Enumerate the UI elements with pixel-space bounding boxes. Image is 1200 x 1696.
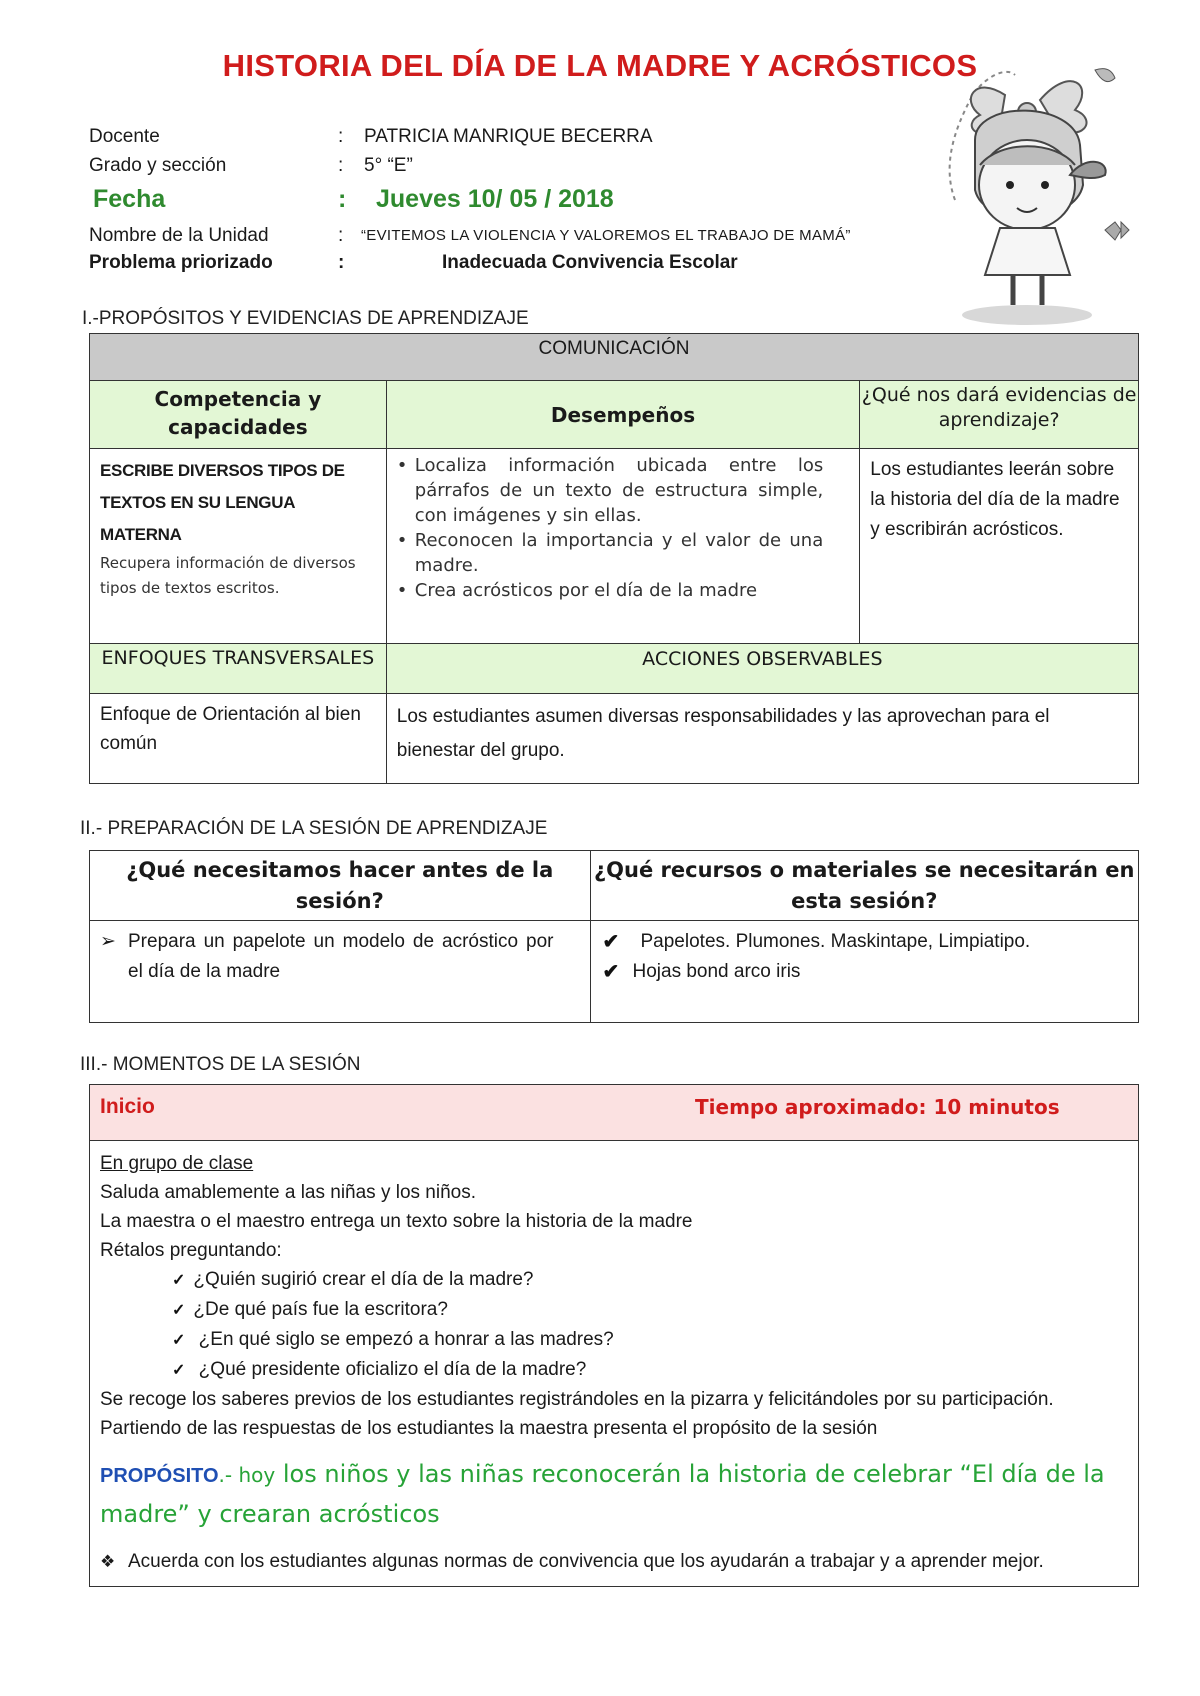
- section2-heading: II.- PREPARACIÓN DE LA SESIÓN DE APRENDIZAJE: [80, 818, 548, 839]
- col-evidencias-text: ¿Qué nos dará evidencias de aprendizaje?: [861, 384, 1137, 431]
- unidad-colon: :: [338, 225, 344, 246]
- page-title: HISTORIA DEL DÍA DE LA MADRE Y ACRÓSTICOS: [222, 48, 978, 83]
- question-text: ¿De qué país fue la escritora?: [193, 1299, 448, 1320]
- antes-cell: [90, 921, 591, 1023]
- preparacion-table: [89, 850, 1139, 1023]
- desempeno-text: Localiza información ubicada entre los párrafos de un texto de estructura simple, con imágenes y sin ellas.: [414, 455, 824, 526]
- problema-value: Inadecuada Convivencia Escolar: [442, 252, 738, 273]
- grado-colon: :: [338, 155, 344, 176]
- inicio-body: [90, 1141, 1139, 1587]
- problema-label: Problema priorizado: [89, 252, 273, 273]
- grupo-label: En grupo de clase: [100, 1153, 254, 1174]
- question-item: [100, 1295, 1128, 1325]
- grado-value: 5° “E”: [364, 155, 413, 176]
- col-evidencias: [860, 381, 1139, 449]
- unidad-label: Nombre de la Unidad: [89, 225, 269, 246]
- inicio-line: La maestra o el maestro entrega un texto sobre la historia de la madre: [100, 1211, 693, 1232]
- check-icon: ✓: [172, 1332, 186, 1349]
- antes-text: Prepara un papelote un modelo de acróstico por el día de la madre: [128, 931, 554, 982]
- arrow-bullet-icon: ➢: [100, 931, 116, 952]
- docente-value: PATRICIA MANRIQUE BECERRA: [364, 126, 653, 147]
- col-competencia: Competencia y capacidades: [90, 381, 387, 449]
- bullet-icon: •: [396, 580, 408, 601]
- check-icon: ✔: [602, 931, 620, 953]
- col-acciones: ACCIONES OBSERVABLES: [386, 644, 1138, 694]
- check-icon: ✓: [172, 1302, 186, 1319]
- desempeno-item: [397, 453, 823, 528]
- desempeno-item: [397, 578, 823, 603]
- recurso-text: Papelotes. Plumones. Maskintape, Limpiatipo.: [640, 931, 1031, 952]
- acuerda-text: Acuerda con los estudiantes algunas normas de convivencia que los ayudarán a trabajar y a aprender mejor.: [128, 1551, 1044, 1572]
- recursos-cell: [590, 921, 1139, 1023]
- fecha-label: Fecha: [93, 185, 166, 213]
- proposito-sep: .- hoy: [218, 1463, 276, 1487]
- inicio-line: Rétalos preguntando:: [100, 1240, 282, 1261]
- girl-illustration: [945, 60, 1145, 330]
- question-item: [100, 1265, 1128, 1295]
- docente-label: Docente: [89, 126, 160, 147]
- area-header: COMUNICACIÓN: [90, 334, 1139, 381]
- fecha-colon: :: [338, 185, 347, 213]
- col-enfoques: ENFOQUES TRANSVERSALES: [90, 644, 387, 694]
- desempeno-item: [397, 528, 823, 578]
- enfoque-cell: Enfoque de Orientación al bien común: [90, 694, 387, 784]
- check-icon: ✔: [602, 961, 620, 983]
- desempeno-text: Crea acrósticos por el día de la madre: [414, 580, 758, 601]
- proposito-label: PROPÓSITO: [100, 1465, 219, 1487]
- question-item: [100, 1355, 1128, 1385]
- inicio-header: [90, 1085, 1139, 1141]
- evidencia-cell: Los estudiantes leerán sobre la historia del día de la madre y escribirán acrósticos.: [860, 449, 1139, 644]
- grado-label: Grado y sección: [89, 155, 227, 176]
- acuerda-item: [100, 1547, 1128, 1576]
- col-desempenos: Desempeños: [386, 381, 859, 449]
- question-text: ¿Quién sugirió crear el día de la madre?: [193, 1269, 534, 1290]
- tiempo-label: Tiempo aproximado: 10 minutos: [695, 1095, 1060, 1119]
- check-icon: ✓: [172, 1362, 186, 1379]
- docente-colon: :: [338, 126, 344, 147]
- competencia-sub: Recupera información de diversos tipos de textos escritos.: [100, 554, 356, 597]
- proposito-block: [100, 1455, 1128, 1533]
- section1-heading: I.-PROPÓSITOS Y EVIDENCIAS DE APRENDIZAJE: [82, 308, 529, 329]
- unidad-value: “EVITEMOS LA VIOLENCIA Y VALOREMOS EL TRABAJO DE MAMÁ”: [361, 227, 851, 244]
- bullet-icon: •: [396, 530, 408, 551]
- saberes-text: Se recoge los saberes previos de los estudiantes registrándoles en la pizarra y felicitándoles por su participación.: [100, 1389, 1054, 1410]
- inicio-label: Inicio: [100, 1095, 155, 1118]
- desempenos-cell: [386, 449, 859, 644]
- problema-colon: :: [338, 252, 345, 273]
- question-text: ¿En qué siglo se empezó a honrar a las madres?: [193, 1329, 614, 1350]
- bullet-icon: •: [396, 455, 408, 476]
- competencia-cell: [90, 449, 387, 644]
- proposito-text: los niños y las niñas reconocerán la historia de celebrar “El día de la madre” y crearan acrósticos: [100, 1460, 1105, 1528]
- question-text: ¿Qué presidente oficializo el día de la madre?: [193, 1359, 587, 1380]
- section3-heading: III.- MOMENTOS DE LA SESIÓN: [80, 1054, 361, 1075]
- fecha-value: Jueves 10/ 05 / 2018: [376, 185, 614, 213]
- acciones-cell: Los estudiantes asumen diversas responsabilidades y las aprovechan para el bienestar del grupo.: [386, 694, 1138, 784]
- diamond-bullet-icon: ❖: [100, 1552, 116, 1571]
- check-icon: ✓: [172, 1272, 186, 1289]
- recurso-text: Hojas bond arco iris: [632, 961, 801, 982]
- col-antes: ¿Qué necesitamos hacer antes de la sesión?: [90, 851, 591, 921]
- inicio-line: Saluda amablemente a las niñas y los niños.: [100, 1182, 477, 1203]
- question-item: [100, 1325, 1128, 1355]
- momentos-table: [89, 1084, 1139, 1587]
- competencia-title: ESCRIBE DIVERSOS TIPOS DE TEXTOS EN SU LENGUA MATERNA: [100, 461, 345, 544]
- col-recursos: ¿Qué recursos o materiales se necesitarán en esta sesión?: [590, 851, 1139, 921]
- propositos-table: [89, 333, 1139, 784]
- desempeno-text: Reconocen la importancia y el valor de una madre.: [414, 530, 824, 576]
- partiendo-text: Partiendo de las respuestas de los estudiantes la maestra presenta el propósito de la sesión: [100, 1418, 878, 1439]
